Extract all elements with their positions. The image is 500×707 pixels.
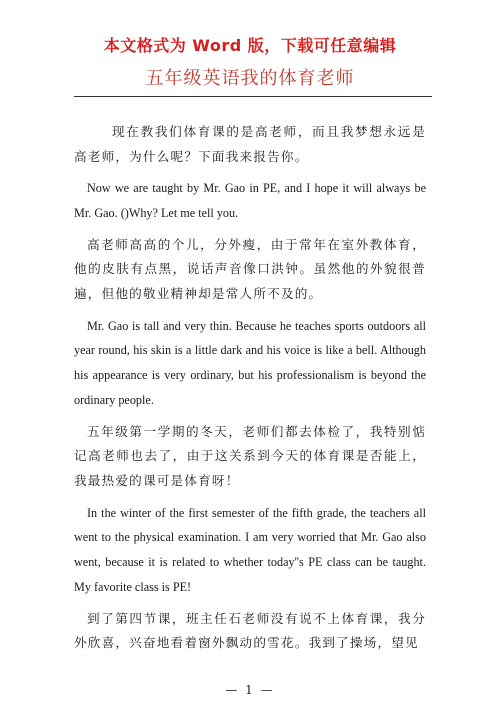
paragraph-en-1: Now we are taught by Mr. Gao in PE, and I hope it will always be Mr. Gao. ()Why? Let me tell you.	[74, 181, 426, 220]
paragraph-zh-4: 到了第四节课，班主任石老师没有说不上体育课，我分外欣喜，兴奋地看着窗外飘动的雪花。我到了操场，望见	[74, 610, 426, 651]
paragraph-en-3: In the winter of the first semester of the fifth grade, the teachers all went to the physical examination. I am very worried that Mr. Gao also went, because it is related to whether today''s PE class can be taught. My favorite class is PE!	[74, 505, 426, 594]
document-body	[74, 120, 426, 663]
page-title: 五年级英语我的体育老师	[145, 68, 355, 89]
paragraph-zh-1: 现在教我们体育课的是高老师，而且我梦想永远是高老师，为什么呢？下面我来报告你。	[74, 124, 426, 164]
download-banner: 本文格式为 Word 版，下载可任意编辑	[103, 36, 397, 55]
paragraph-en-2: Mr. Gao is tall and very thin. Because he teaches sports outdoors all year round, his skin is a little dark and his voice is like a bell. Although his appearance is very ordinary, but his professionalism is beyond the ordinary people.	[74, 318, 426, 407]
paragraph-zh-2: 高老师高高的个儿，分外瘦，由于常年在室外教体育，他的皮肤有点黑，说话声音像口洪钟。虽然他的外貌很普遍，但他的敬业精神却是常人所不及的。	[74, 236, 426, 301]
page-number: — 1 —	[225, 683, 275, 697]
paragraph-zh-3: 五年级第一学期的冬天，老师们都去体检了，我特别惦记高老师也去了，由于这关系到今天的体育课是否能上，我最热爱的课可是体育呀！	[74, 423, 426, 488]
title-divider	[74, 96, 432, 97]
